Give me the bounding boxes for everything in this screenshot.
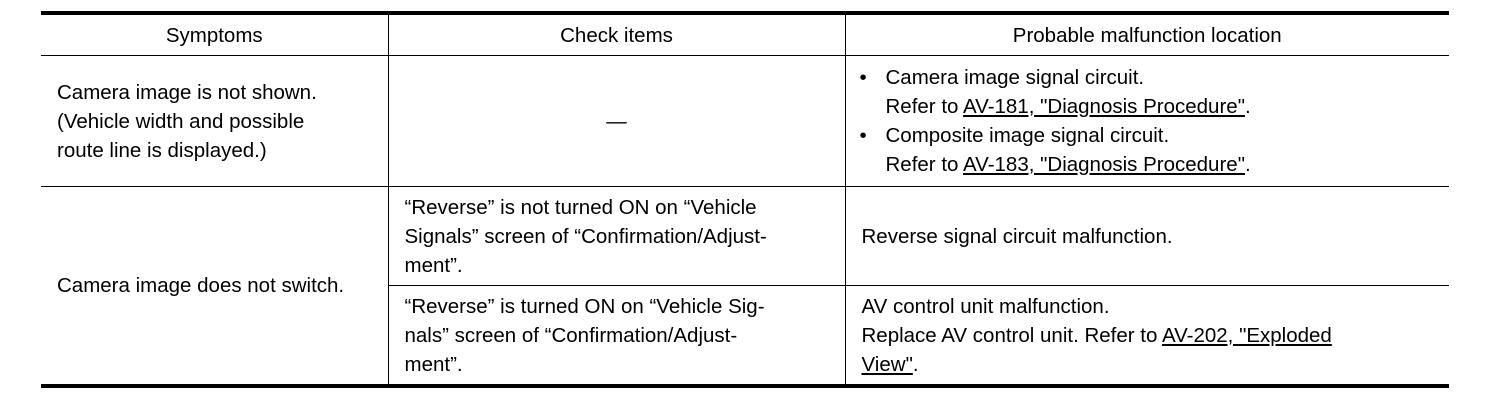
refer-prefix: Refer to [885, 153, 963, 176]
location-cell [845, 56, 1449, 187]
header-check-items: Check items [388, 13, 845, 56]
check-line: Signals” screen of “Confirmation/Adjust- [404, 224, 767, 248]
table-row [41, 56, 1449, 187]
location-text: Composite image signal circuit. [885, 124, 1170, 147]
ref-suffix: . [1244, 95, 1251, 118]
table-row [41, 187, 1449, 286]
symptom-cell: Camera image does not switch. [41, 187, 388, 387]
location-item [846, 63, 1450, 121]
refer-prefix: Replace AV control unit. Refer to [861, 323, 1162, 347]
header-symptoms: Symptoms [41, 13, 388, 56]
ref-suffix: . [1244, 153, 1251, 176]
symptom-line: route line is displayed.) [57, 138, 267, 162]
location-cell: Reverse signal circuit malfunction. [845, 187, 1449, 286]
ref-link-av181[interactable]: AV-181, "Diagnosis Procedure" [963, 95, 1245, 118]
troubleshooting-table [41, 11, 1449, 388]
header-location: Probable malfunction location [845, 13, 1449, 56]
check-line: nals” screen of “Confirmation/Adjust- [404, 323, 738, 347]
bullet-icon: • [859, 66, 867, 89]
check-line: ment”. [404, 253, 463, 277]
check-cell [388, 286, 845, 387]
check-line: “Reverse” is turned ON on “Vehicle Sig- [404, 294, 765, 318]
check-cell [388, 187, 845, 286]
location-text: AV control unit malfunction. [861, 294, 1110, 318]
ref-link-av202[interactable]: AV-202, "Exploded [1161, 323, 1332, 347]
location-ref [886, 92, 1450, 121]
location-cell [845, 286, 1449, 387]
ref-link-av202-cont[interactable]: View" [861, 352, 913, 376]
check-line: “Reverse” is not turned ON on “Vehicle [404, 195, 757, 219]
bullet-icon: • [859, 124, 867, 147]
ref-link-av183[interactable]: AV-183, "Diagnosis Procedure" [963, 153, 1245, 176]
location-item [846, 121, 1450, 179]
location-ref [886, 150, 1450, 179]
header-row [41, 13, 1449, 56]
location-ref [862, 350, 1450, 379]
check-line: ment”. [404, 352, 463, 376]
symptom-cell [41, 56, 388, 187]
location-ref [862, 321, 1450, 350]
ref-suffix: . [912, 352, 919, 376]
symptom-line: (Vehicle width and possible [57, 109, 305, 133]
location-text: Camera image signal circuit. [885, 66, 1145, 89]
refer-prefix: Refer to [885, 95, 963, 118]
check-cell: — [388, 56, 845, 187]
symptom-line: Camera image is not shown. [57, 80, 317, 104]
